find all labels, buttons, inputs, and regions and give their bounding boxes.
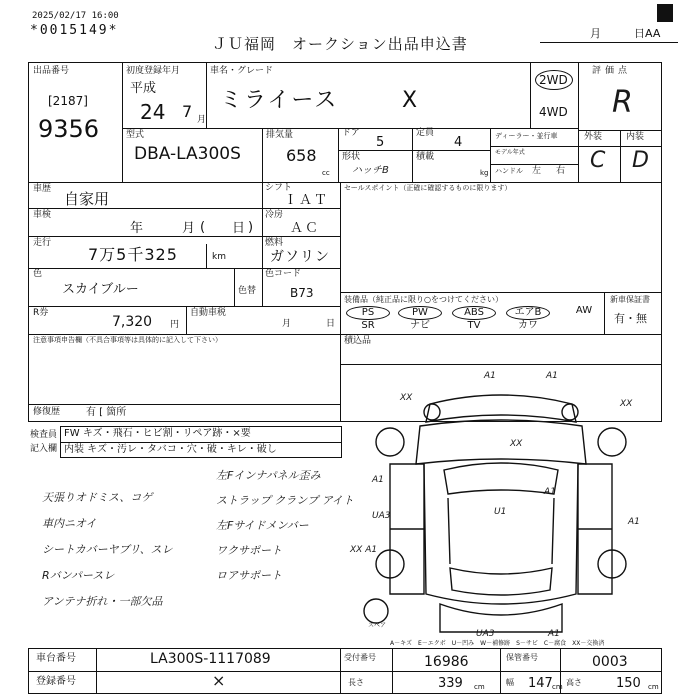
header-underline (540, 42, 678, 43)
inspector-row-2: 内装 キズ・汚レ・タバコ・穴・破・キレ・破し (64, 444, 277, 455)
history-value: 自家用 (64, 190, 110, 208)
tax-label: 自動車税 (190, 308, 227, 318)
damage-mark: U1 (494, 507, 507, 517)
equipment-item-top: エアB (506, 306, 550, 320)
displacement-unit: cc (322, 169, 330, 177)
damage-mark: A1 (628, 517, 640, 527)
height-value: 150 (616, 676, 641, 691)
equipment-item-top: PS (346, 306, 390, 320)
barcode-serial: *0015149* (30, 23, 119, 38)
equipment-label: 装備品（純正品に限り○をつけてください） (344, 295, 503, 304)
length-unit: cm (474, 683, 485, 691)
car-grade: X (402, 88, 418, 113)
spare-label: スペア (368, 622, 387, 629)
registration-value: × (212, 671, 226, 690)
color-value: スカイブルー (62, 282, 139, 297)
model-label: 型式 (126, 130, 145, 140)
handwritten-note: ロアサポート (216, 569, 282, 582)
repair-value: 有 [ 箇所 (86, 407, 127, 418)
drive-4wd: 4WD (539, 105, 568, 119)
damage-mark: XX (510, 439, 523, 449)
width-unit: cm (552, 683, 563, 691)
color-code-label: 色コード (265, 269, 302, 279)
equipment-item-top: ABS (452, 306, 496, 320)
diagram-legend: A－キズ E－エクボ U－凹み W－補修跡 S－サビ C－腐食 XX－交換済 (390, 640, 605, 647)
first-reg-month-unit: 月 (197, 115, 207, 125)
inspection-paren-l: ( (200, 220, 206, 235)
displacement-label: 排気量 (266, 130, 294, 140)
capacity-value: 4 (454, 135, 463, 150)
header-day: 日AA (634, 27, 661, 40)
hold-number: 0003 (592, 654, 628, 670)
mileage-label: 走行 (33, 238, 52, 248)
mileage-value: 7万5千325 (88, 245, 178, 264)
car-damage-diagram (340, 364, 662, 644)
fixed-goods-label: 積込品 (344, 336, 372, 346)
first-reg-month: 7 (182, 102, 193, 121)
equipment-item-top: AW (575, 305, 593, 316)
color-change-label: 色替 (238, 286, 257, 296)
chassis-label: 車台番号 (36, 653, 76, 664)
dealer-label: ディーラー・並行車 (495, 132, 558, 140)
first-reg-year: 24 (140, 100, 166, 124)
tax-day: 日 (326, 319, 336, 329)
inspector-label-1: 検査員 (30, 430, 58, 440)
body-type-value: ハッチB (352, 165, 389, 176)
hold-label: 保管番号 (506, 653, 538, 662)
doors-value: 5 (376, 135, 385, 150)
damage-mark: A1 (548, 629, 560, 639)
damage-mark: A1 (546, 371, 558, 381)
model-value: DBA-LA300S (134, 144, 241, 164)
height-label: 高さ (566, 678, 582, 687)
first-reg-era: 平成 (130, 81, 157, 96)
lot-number-label: 出品番号 (33, 66, 70, 76)
inspection-day: 日 (232, 221, 246, 236)
lot-number: 9356 (38, 115, 100, 143)
repair-label: 修復歴 (33, 407, 61, 417)
handwritten-note: ワクサポート (216, 544, 282, 557)
doors-label: ドア (342, 128, 360, 138)
handwritten-note: 左Fインナパネル歪み (216, 469, 321, 482)
interior-label: 内装 (626, 132, 645, 142)
load-label: 積載 (416, 152, 435, 162)
color-code: B73 (290, 286, 314, 300)
score-value: R (612, 85, 633, 120)
capacity-label: 定員 (416, 128, 435, 138)
damage-mark: A1 (372, 475, 384, 485)
handwritten-note: ストラップ クランプ アイト (216, 494, 354, 507)
width-value: 147 (528, 676, 553, 691)
reception-number: 16986 (424, 654, 469, 670)
equipment-item-bottom: TV (467, 320, 481, 331)
equipment-item-bottom: SR (361, 320, 375, 331)
new-car-warranty-value: 有・無 (614, 312, 647, 325)
shift-value: ＩＡＴ (284, 193, 330, 208)
chassis-value: LA300S-1117089 (150, 651, 271, 667)
equipment-item-bottom: ナビ (410, 320, 430, 331)
damage-mark: UA3 (476, 629, 495, 639)
handwritten-note: シートカバーヤブリ、スレ (42, 543, 173, 556)
handwritten-note: 左Fサイドメンバー (216, 519, 309, 532)
equipment-item-bottom: カワ (518, 320, 538, 331)
inspector-row-1: FW キズ・飛石・ヒビ割・リペア跡・×要 (64, 428, 251, 439)
damage-mark: XX (620, 399, 633, 409)
damage-mark: XX A1 (350, 545, 378, 555)
ac-value: ＡＣ (290, 221, 321, 236)
displacement-value: 658 (286, 146, 317, 165)
inspection-label: 車検 (33, 210, 52, 220)
length-value: 339 (438, 676, 463, 691)
fuel-label: 燃料 (265, 238, 284, 248)
history-label: 車歴 (33, 184, 52, 194)
inspection-year: 年 (130, 221, 144, 236)
recycle-value: 7,320 (112, 314, 153, 330)
height-unit: cm (648, 683, 659, 691)
handle-left: 左 (532, 166, 542, 176)
first-reg-label: 初度登録年月 (126, 66, 181, 76)
timestamp: 2025/02/17 16:00 (32, 11, 119, 21)
notes-label: 注意事項申告欄（不具合事項等は具体的に記入して下さい） (33, 336, 222, 344)
length-label: 長さ (348, 678, 364, 687)
load-unit: kg (480, 169, 489, 177)
registration-label: 登録番号 (36, 676, 76, 687)
tax-month: 月 (282, 319, 292, 329)
handwritten-note: Rバンパースレ (42, 569, 115, 582)
damage-mark: XX (400, 393, 413, 403)
exterior-label: 外装 (584, 132, 603, 142)
damage-mark: A1 (484, 371, 496, 381)
corner-mark (657, 4, 673, 22)
shift-label: シフト (265, 183, 293, 193)
body-type-label: 形状 (342, 152, 361, 162)
damage-mark: A1 (544, 487, 556, 497)
inspector-label-2: 記入欄 (30, 444, 58, 454)
ac-label: 冷房 (265, 210, 284, 220)
color-label: 色 (33, 269, 43, 279)
inspection-paren-r: ) (248, 220, 254, 235)
damage-mark: UA3 (372, 511, 391, 521)
header-month: 月 (590, 27, 601, 40)
recycle-unit: 円 (170, 320, 180, 330)
handwritten-note: 車内ニオイ (42, 517, 97, 530)
exterior-value: C (590, 148, 606, 173)
inspection-month: 月 (182, 221, 196, 236)
interior-value: D (632, 148, 649, 173)
sales-point-label: セールスポイント（正確に確認するものに限ります） (344, 184, 512, 192)
car-name-label: 車名・グレード (210, 66, 274, 76)
width-label: 幅 (506, 678, 514, 687)
mileage-unit: km (212, 252, 226, 262)
form-title: ＪＵ福岡 オークション出品申込書 (212, 35, 468, 53)
handwritten-note: アンテナ折れ・一部欠品 (42, 595, 163, 608)
lot-sub-number: [2187] (48, 94, 88, 108)
handle-label: ハンドル (495, 167, 523, 175)
reception-label: 受付番号 (344, 653, 376, 662)
fuel-value: ガソリン (270, 249, 330, 265)
drive-2wd: 2WD (539, 73, 568, 87)
model-year-label: モデル年式 (495, 149, 525, 156)
recycle-label: R券 (33, 308, 49, 318)
handwritten-note: 天張りオドミス、コゲ (42, 491, 153, 504)
car-name: ミライース (220, 88, 339, 113)
equipment-item-top: PW (398, 306, 442, 320)
score-label: 評価点 (592, 66, 632, 76)
handle-right: 右 (556, 166, 566, 176)
new-car-warranty-label: 新車保証書 (610, 295, 650, 304)
